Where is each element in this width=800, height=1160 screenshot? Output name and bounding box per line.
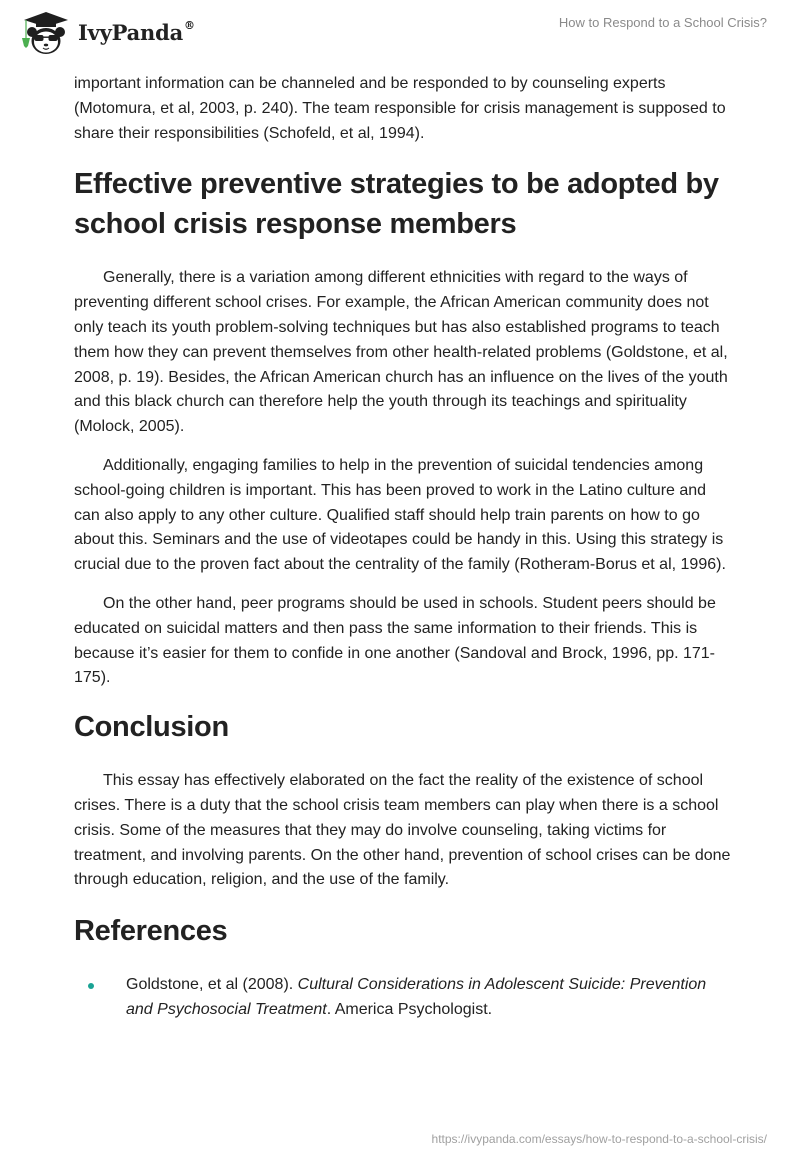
- bullet-icon: [88, 983, 94, 989]
- brand-name: IvyPanda®: [78, 18, 195, 45]
- paragraph-families: Additionally, engaging families to help in the prevention of suicidal tendencies among school-going children is important. This has been proved to work in the Latino culture and can also apply to any other culture. Qualified staff should help train parents on how to go about this. Seminars and the use of videotapes could be handy in this. Using this strategy is crucial due to the proven fact about the centrality of the family (Rotheram-Borus et al, 1996).: [74, 456, 726, 574]
- panda-graduation-cap-icon: [16, 8, 74, 56]
- document-title: How to Respond to a School Crisis?: [558, 15, 767, 30]
- reference-publisher: . America Psychologist.: [326, 1000, 493, 1018]
- references-list: [74, 973, 734, 1023]
- heading-preventive-strategies: Effective preventive strategies to be adopted by school crisis response members: [74, 168, 719, 241]
- paragraph-ethnicities: Generally, there is a variation among different ethnicities with regard to the ways of preventing different school crises. For example, the African American community does not only teach its youth problem-solving techniques but has also established programs to teach them how they can prevent themselves from other health-related problems (Goldstone, et al, 2008, p. 19). Besides, the African American church has an influence on the lives of the youth and this black church can therefore help the youth through its teachings and spirituality (Molock, 2005).: [74, 269, 728, 436]
- page-header: [0, 0, 800, 62]
- reference-title: Cultural Considerations in Adolescent Suicide: Prevention and Psychosocial Treatment: [126, 976, 707, 1018]
- heading-references: References: [74, 915, 228, 948]
- reference-item: [74, 973, 734, 1023]
- registered-mark: ®: [184, 18, 195, 32]
- paragraph-peer-programs: On the other hand, peer programs should be used in schools. Student peers should be educated on suicidal matters and then pass the same information to their friends. This is because it’s easier for them to confide in one another (Sandoval and Brock, 1996, pp. 171-175).: [74, 594, 716, 687]
- essay-content: [74, 72, 734, 1023]
- paragraph-conclusion: This essay has effectively elaborated on the fact the reality of the existence of school crises. There is a duty that the school crisis team members can play when there is a school crisis. Some of the measures that they may do involve counseling, taking victims for treatment, and involving parents. On the other hand, prevention of school crises can be done through education, religion, and the use of the family.: [74, 772, 731, 889]
- heading-conclusion: Conclusion: [74, 711, 229, 744]
- reference-authors: Goldstone, et al (2008).: [126, 976, 298, 994]
- brand-logo[interactable]: [16, 8, 195, 56]
- intro-paragraph: important information can be channeled and be responded to by counseling experts (Motomura, et al, 2003, p. 240). The team responsible for crisis management is supposed to share their responsibilities (Schofeld, et al, 1994).: [74, 75, 726, 142]
- source-url[interactable]: https://ivypanda.com/essays/how-to-respond-to-a-school-crisis/: [431, 1132, 767, 1146]
